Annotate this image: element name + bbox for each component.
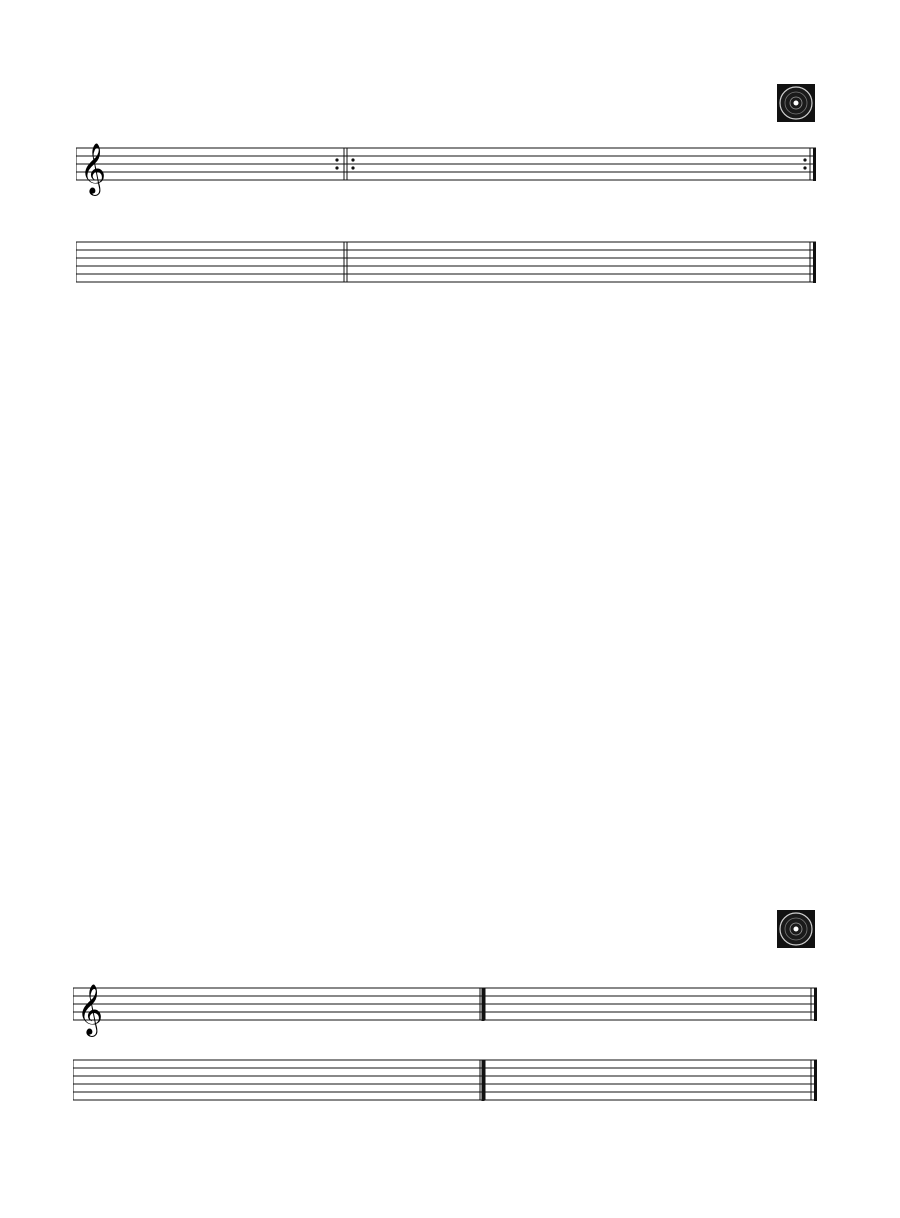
treble-clef-icon: 𝄞 <box>77 984 104 1035</box>
treble-clef-icon: 𝄞 <box>80 143 107 194</box>
bottom-tab-staff <box>73 1052 817 1108</box>
bottom-notation-staff <box>73 972 817 1044</box>
cd-track-icon <box>777 910 815 948</box>
cd-track-icon <box>777 84 815 122</box>
top-notation-staff <box>76 128 816 200</box>
top-tab-staff <box>76 234 816 290</box>
